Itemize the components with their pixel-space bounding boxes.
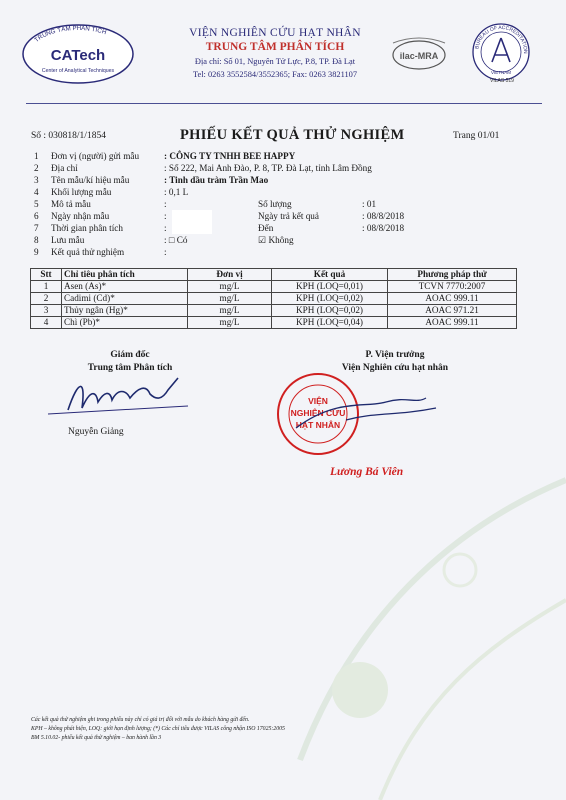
report-title: PHIẾU KẾT QUẢ THỬ NGHIỆM — [180, 127, 405, 143]
header-parameter: Chỉ tiêu phân tích — [62, 269, 188, 281]
cell-parameter: Cadimi (Cd)* — [62, 293, 188, 305]
ilac-mra-logo — [387, 33, 451, 73]
sample-info — [0, 150, 566, 270]
info-label: Ngày nhận mẫu — [51, 211, 110, 221]
info-number: 4 — [34, 187, 39, 197]
cell-unit: mg/L — [188, 317, 272, 329]
stamp-line3: HẠT NHÂN — [295, 420, 341, 430]
cell-parameter: Asen (As)* — [62, 281, 188, 293]
footer-notes — [31, 716, 451, 743]
table-row — [31, 317, 517, 329]
cell-result: KPH (LOQ=0,01) — [272, 281, 388, 293]
info-value: : — [164, 211, 167, 221]
logo-sub: Center of Analytical Techniques — [41, 68, 115, 74]
left-title-line1: Giám đốc — [110, 350, 150, 360]
info-label: Mô tả mẫu — [51, 199, 91, 209]
cell-parameter: Chì (Pb)* — [62, 317, 188, 329]
cell-stt: 2 — [31, 293, 62, 305]
catech-logo — [20, 22, 136, 86]
cell-parameter: Thủy ngân (Hg)* — [62, 305, 188, 317]
right-title-line1: P. Viện trưởng — [365, 350, 425, 360]
address: Địa chỉ: Số 01, Nguyên Tử Lực, P.8, TP. Đà Lạt — [194, 57, 356, 66]
info-label: Kết quả thử nghiệm — [51, 247, 125, 257]
cell-result: KPH (LOQ=0,04) — [272, 317, 388, 329]
boa-arc-text: BUREAU OF ACCREDITATION — [474, 24, 529, 54]
header-method: Phương pháp thử — [388, 269, 517, 281]
info-number: 7 — [34, 223, 39, 233]
footer-note: BM 5.10.02- phiếu kết quả thử nghiệm – ban hành lần 3 — [31, 735, 162, 741]
info-value: : Tinh dầu tràm Trần Mao — [164, 175, 269, 185]
cell-method: AOAC 999.11 — [388, 293, 517, 305]
return-date-value: : 08/8/2018 — [362, 211, 405, 221]
center-name: TRUNG TÂM PHÂN TÍCH — [205, 41, 345, 53]
cell-stt: 3 — [31, 305, 62, 317]
institute-name: VIỆN NGHIÊN CỨU HẠT NHÂN — [189, 27, 361, 39]
vilas-code: VILAS 519 — [490, 78, 514, 84]
right-title-line2: Viện Nghiên cứu hạt nhân — [341, 363, 449, 373]
table-row — [31, 305, 517, 317]
table-row — [31, 293, 517, 305]
boa-logo — [470, 22, 532, 86]
to-date-label: Đến — [258, 223, 274, 233]
stamp-line2: NGHIÊN CỨU — [290, 408, 346, 418]
logo-arc-text: TRUNG TÂM PHÂN TÍCH — [33, 24, 108, 44]
left-signatory-name: Nguyễn Giảng — [68, 427, 124, 437]
info-value: : 0,1 L — [164, 187, 189, 197]
logo-name: CATech — [50, 47, 106, 64]
left-handwritten-signature — [38, 370, 208, 420]
info-number: 5 — [34, 199, 39, 209]
header-divider — [26, 103, 542, 104]
cell-stt: 4 — [31, 317, 62, 329]
info-label: Đơn vị (người) gửi mẫu — [51, 151, 140, 161]
cell-method: AOAC 999.11 — [388, 317, 517, 329]
stamp-line1: VIỆN — [308, 396, 328, 406]
footer-note: Các kết quả thử nghiệm ghi trong phiếu này chỉ có giá trị đối với mẫu do khách hàng gửi đến. — [31, 717, 250, 723]
info-value: : — [164, 247, 167, 257]
info-value: : — [164, 199, 167, 209]
info-number: 8 — [34, 235, 39, 245]
info-label: Lưu mẫu — [51, 235, 85, 245]
contact: Tel: 0263 3552584/3552365; Fax: 0263 3821107 — [192, 70, 358, 79]
header-stt: Stt — [31, 269, 62, 281]
cell-method: TCVN 7770:2007 — [388, 281, 517, 293]
results-table — [30, 268, 517, 329]
return-date-label: Ngày trả kết quả — [258, 211, 319, 221]
info-value: : Số 222, Mai Anh Đào, P. 8, TP. Đà Lạt, tỉnh Lâm Đồng — [164, 163, 372, 173]
boa-country: VIETNAM — [490, 70, 512, 75]
info-number: 3 — [34, 175, 39, 185]
info-label: Tên mẫu/kí hiệu mẫu — [51, 175, 130, 185]
retain-yes-checkbox: : □ Có — [164, 235, 188, 245]
retain-no-checkbox: ☑ Không — [258, 235, 294, 245]
info-label: Địa chỉ — [51, 163, 78, 173]
ilac-label: ilac-MRA — [399, 51, 439, 61]
header-unit: Đơn vị — [188, 269, 272, 281]
info-number: 2 — [34, 163, 39, 173]
info-value: : CÔNG TY TNHH BEE HAPPY — [164, 151, 296, 161]
cell-method: AOAC 971.21 — [388, 305, 517, 317]
left-title-line2: Trung tâm Phân tích — [87, 363, 173, 373]
info-number: 6 — [34, 211, 39, 221]
right-signatory-name: Lương Bá Viên — [330, 466, 404, 478]
cell-result: KPH (LOQ=0,02) — [272, 293, 388, 305]
info-number: 9 — [34, 247, 39, 257]
info-value: : — [164, 223, 167, 233]
header-block — [140, 27, 410, 79]
to-date-value: : 08/8/2018 — [362, 223, 405, 233]
cell-unit: mg/L — [188, 305, 272, 317]
quantity-value: : 01 — [362, 199, 377, 209]
cell-unit: mg/L — [188, 281, 272, 293]
cell-stt: 1 — [31, 281, 62, 293]
info-label: Khối lượng mẫu — [51, 187, 112, 197]
page-number: Trang 01/01 — [453, 131, 500, 141]
redacted-box — [172, 210, 212, 234]
quantity-label: Số lượng — [258, 199, 292, 209]
official-stamp — [276, 368, 446, 464]
header-result: Kết quả — [272, 269, 388, 281]
info-label: Thời gian phân tích — [51, 223, 123, 233]
cell-unit: mg/L — [188, 293, 272, 305]
info-number: 1 — [34, 151, 39, 161]
table-header-row — [31, 269, 517, 281]
footer-note: KPH – không phát hiện, LOQ: giới hạn định lượng; (*) Các chỉ tiêu được VILAS công nhận ISO 17025:2005 — [31, 726, 285, 732]
report-number: Số : 030818/1/1854 — [31, 131, 106, 141]
table-row — [31, 281, 517, 293]
cell-result: KPH (LOQ=0,02) — [272, 305, 388, 317]
